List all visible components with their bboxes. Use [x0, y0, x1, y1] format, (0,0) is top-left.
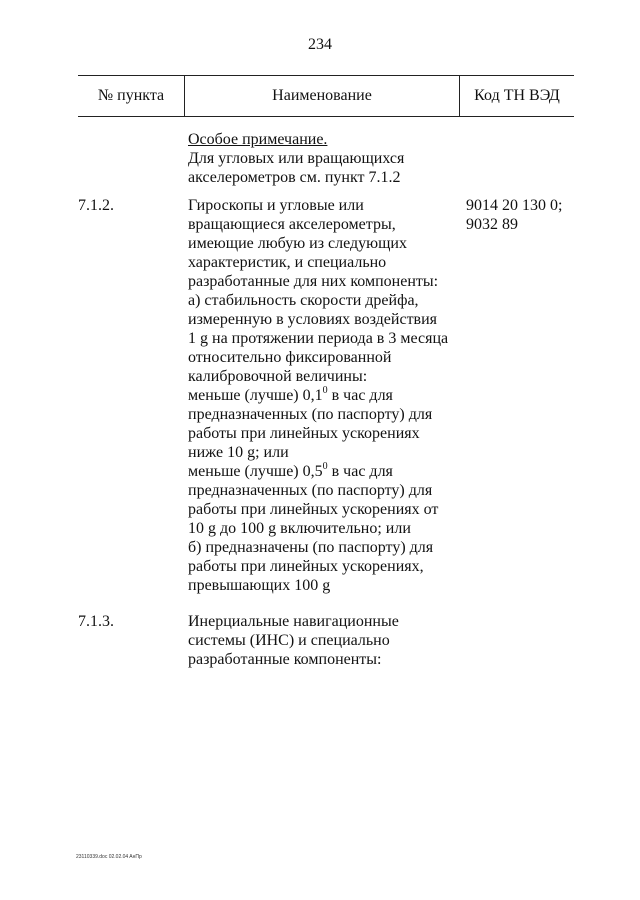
column-header-item-number: № пункта	[97, 87, 165, 104]
column-header-code: Код ТН ВЭД	[474, 87, 560, 104]
description-line: б) предназначены (по паспорту) для	[188, 539, 434, 556]
special-note-title: Особое примечание.	[188, 131, 328, 148]
description-line: работы при линейных ускорениях,	[188, 558, 424, 575]
description-line: работы при линейных ускорениях	[188, 425, 420, 442]
special-note	[188, 130, 404, 187]
row-description-7-1-3	[188, 612, 399, 669]
description-line: работы при линейных ускорениях от	[188, 501, 439, 518]
description-line	[188, 462, 448, 481]
degree-superscript: 0	[322, 384, 328, 396]
table-header-bottom-border	[78, 116, 574, 117]
row-description-7-1-2	[188, 196, 448, 595]
description-text: меньше (лучше) 0,1	[188, 387, 323, 404]
description-line	[188, 386, 448, 405]
description-line: измеренную в условиях воздействия	[188, 311, 438, 328]
row-number-7-1-2: 7.1.2.	[78, 197, 114, 214]
description-line: калибровочной величины:	[188, 368, 368, 385]
page-number: 234	[308, 36, 332, 53]
description-line: разработанные компоненты:	[188, 651, 382, 668]
tn-ved-code: 9014 20 130 0;	[466, 197, 563, 214]
description-line: системы (ИНС) и специально	[188, 632, 390, 649]
tn-ved-code: 9032 89	[466, 216, 518, 233]
document-footer: 23110339.doc 02.02.04 AнПр	[76, 854, 142, 860]
description-line: предназначенных (по паспорту) для	[188, 482, 433, 499]
description-line: ниже 10 g; или	[188, 444, 289, 461]
description-line: Гироскопы и угловые или	[188, 197, 364, 214]
row-number-7-1-3: 7.1.3.	[78, 613, 114, 630]
column-header-name: Наименование	[272, 87, 372, 104]
special-note-line: акселерометров см. пункт 7.1.2	[188, 169, 401, 186]
description-line: 1 g на протяжении периода в 3 месяца	[188, 330, 449, 347]
description-line: относительно фиксированной	[188, 349, 392, 366]
description-text: в час для	[327, 387, 393, 404]
description-line: 10 g до 100 g включительно; или	[188, 520, 411, 537]
table-header-top-border	[78, 75, 574, 76]
description-line: превышающих 100 g	[188, 577, 331, 594]
description-line: разработанные для них компоненты:	[188, 273, 439, 290]
row-codes-7-1-2	[466, 196, 562, 234]
degree-superscript: 0	[322, 460, 328, 472]
description-line: вращающиеся акселерометры,	[188, 216, 396, 233]
description-text: в час для	[327, 463, 393, 480]
description-line: характеристик, и специально	[188, 254, 387, 271]
special-note-line: Для угловых или вращающихся	[188, 150, 405, 167]
description-line: имеющие любую из следующих	[188, 235, 407, 252]
description-line: Инерциальные навигационные	[188, 613, 399, 630]
description-line: предназначенных (по паспорту) для	[188, 406, 433, 423]
description-line: а) стабильность скорости дрейфа,	[188, 292, 419, 309]
description-text: меньше (лучше) 0,5	[188, 463, 323, 480]
